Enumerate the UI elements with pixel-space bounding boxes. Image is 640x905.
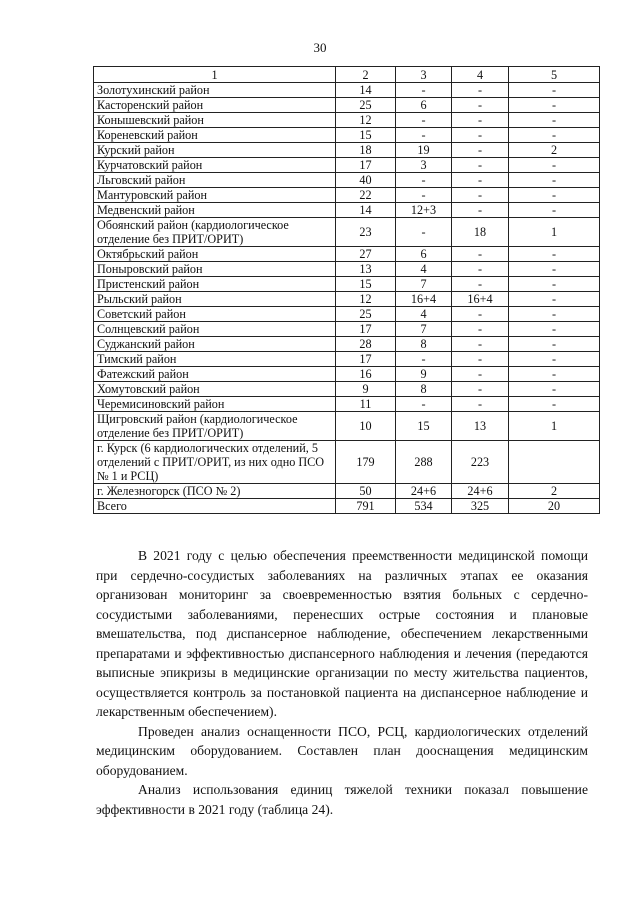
district-name-cell: Медвенский район [94, 203, 336, 218]
column-header: 4 [452, 67, 509, 83]
table-row [94, 484, 600, 499]
value-cell: 16+4 [396, 292, 452, 307]
value-cell: 1 [509, 412, 600, 441]
district-name-cell: Обоянский район (кардиологическое отделение без ПРИТ/ОРИТ) [94, 218, 336, 247]
value-cell: 12 [336, 292, 396, 307]
value-cell: 15 [336, 128, 396, 143]
value-cell: 17 [336, 158, 396, 173]
column-header: 3 [396, 67, 452, 83]
value-cell: 16+4 [452, 292, 509, 307]
value-cell: - [509, 128, 600, 143]
column-header: 5 [509, 67, 600, 83]
value-cell: 22 [336, 188, 396, 203]
value-cell: - [396, 218, 452, 247]
table-row [94, 277, 600, 292]
value-cell: - [452, 397, 509, 412]
table-row [94, 322, 600, 337]
value-cell: 25 [336, 98, 396, 113]
district-name-cell: Льговский район [94, 173, 336, 188]
value-cell: 23 [336, 218, 396, 247]
value-cell: - [396, 352, 452, 367]
table-row [94, 307, 600, 322]
value-cell: - [396, 397, 452, 412]
value-cell: - [509, 247, 600, 262]
paragraph: Анализ использования единиц тяжелой техники показал повышение эффективности в 2021 году (таблица 24). [96, 782, 588, 817]
value-cell: - [509, 322, 600, 337]
body-text [96, 546, 588, 819]
value-cell: 1 [509, 218, 600, 247]
district-name-cell: Черемисиновский район [94, 397, 336, 412]
district-name-cell: Солнцевский район [94, 322, 336, 337]
district-name-cell: Рыльский район [94, 292, 336, 307]
district-name-cell: Хомутовский район [94, 382, 336, 397]
value-cell: - [452, 173, 509, 188]
value-cell: - [509, 397, 600, 412]
value-cell: 7 [396, 322, 452, 337]
table-row [94, 98, 600, 113]
table-row [94, 367, 600, 382]
value-cell: 20 [509, 499, 600, 514]
table-row [94, 143, 600, 158]
value-cell: 27 [336, 247, 396, 262]
value-cell: - [452, 98, 509, 113]
value-cell: 534 [396, 499, 452, 514]
value-cell: 179 [336, 441, 396, 484]
district-name-cell: Тимский район [94, 352, 336, 367]
value-cell: 9 [336, 382, 396, 397]
value-cell: - [396, 83, 452, 98]
value-cell: 8 [396, 337, 452, 352]
district-name-cell: Мантуровский район [94, 188, 336, 203]
value-cell: 15 [336, 277, 396, 292]
district-name-cell: г. Курск (6 кардиологических отделений, 5 отделений с ПРИТ/ОРИТ, из них одно ПСО № 1 и РСЦ) [94, 441, 336, 484]
value-cell: 18 [452, 218, 509, 247]
value-cell: 14 [336, 83, 396, 98]
value-cell: 25 [336, 307, 396, 322]
value-cell: 12 [336, 113, 396, 128]
value-cell: - [452, 367, 509, 382]
value-cell: 12+3 [396, 203, 452, 218]
value-cell: - [452, 262, 509, 277]
value-cell: - [452, 277, 509, 292]
value-cell: - [396, 188, 452, 203]
table-row [94, 247, 600, 262]
value-cell: 7 [396, 277, 452, 292]
table-row [94, 113, 600, 128]
value-cell: 19 [396, 143, 452, 158]
value-cell: 8 [396, 382, 452, 397]
value-cell: 10 [336, 412, 396, 441]
value-cell: 3 [396, 158, 452, 173]
table-row [94, 382, 600, 397]
value-cell: - [509, 158, 600, 173]
value-cell: 18 [336, 143, 396, 158]
district-name-cell: Октябрьский район [94, 247, 336, 262]
table-row [94, 203, 600, 218]
value-cell: - [509, 203, 600, 218]
value-cell: 13 [452, 412, 509, 441]
table-row [94, 158, 600, 173]
value-cell: 6 [396, 247, 452, 262]
value-cell: - [509, 83, 600, 98]
value-cell: - [452, 188, 509, 203]
value-cell: - [396, 113, 452, 128]
table-row [94, 83, 600, 98]
district-name-cell: Курский район [94, 143, 336, 158]
value-cell: 14 [336, 203, 396, 218]
page-number: 30 [313, 40, 327, 55]
value-cell: 24+6 [452, 484, 509, 499]
table-body [94, 83, 600, 514]
table-row [94, 352, 600, 367]
value-cell: 28 [336, 337, 396, 352]
value-cell: 40 [336, 173, 396, 188]
district-name-cell: г. Железногорск (ПСО № 2) [94, 484, 336, 499]
value-cell: 4 [396, 262, 452, 277]
district-name-cell: Советский район [94, 307, 336, 322]
district-name-cell: Поныровский район [94, 262, 336, 277]
table-row [94, 218, 600, 247]
table-header-row [94, 67, 600, 83]
value-cell [509, 441, 600, 484]
value-cell: 13 [336, 262, 396, 277]
paragraph: В 2021 году с целью обеспечения преемственности медицинской помощи при сердечно-сосудистых заболеваниях на различных этапах ее оказания организован мониторинг за своевременностью взятия больных с сердечно-сосудистыми заболеваниями, перенесших острые состояния и плановые вмешательства, под диспансерное наблюдение, обеспечением лекарственными препаратами и эффективностью диспансерного наблюдения и лечения (передаются выписные эпикризы в медицинские организации по месту жительства пациентов, осуществляется контроль за постановкой пациента на диспансерное наблюдение и лекарственным обеспечением). [96, 548, 588, 719]
column-header: 2 [336, 67, 396, 83]
table-row [94, 173, 600, 188]
table-row [94, 188, 600, 203]
value-cell: - [452, 382, 509, 397]
value-cell: - [452, 322, 509, 337]
district-name-cell: Конышевский район [94, 113, 336, 128]
value-cell: 17 [336, 322, 396, 337]
value-cell: - [509, 382, 600, 397]
value-cell: - [396, 128, 452, 143]
value-cell: - [452, 113, 509, 128]
district-name-cell: Пристенский район [94, 277, 336, 292]
column-header: 1 [94, 67, 336, 83]
value-cell: - [509, 98, 600, 113]
district-name-cell: Щигровский район (кардиологическое отделение без ПРИТ/ОРИТ) [94, 412, 336, 441]
value-cell: - [452, 143, 509, 158]
district-name-cell: Суджанский район [94, 337, 336, 352]
value-cell: - [509, 262, 600, 277]
district-name-cell: Касторенский район [94, 98, 336, 113]
district-name-cell: Фатежский район [94, 367, 336, 382]
value-cell: 791 [336, 499, 396, 514]
value-cell: - [509, 277, 600, 292]
value-cell: 50 [336, 484, 396, 499]
value-cell: 17 [336, 352, 396, 367]
value-cell: - [452, 307, 509, 322]
value-cell: 15 [396, 412, 452, 441]
value-cell: - [452, 83, 509, 98]
district-name-cell: Всего [94, 499, 336, 514]
table-row [94, 412, 600, 441]
value-cell: - [509, 352, 600, 367]
value-cell: 2 [509, 484, 600, 499]
value-cell: - [509, 113, 600, 128]
table-row [94, 397, 600, 412]
value-cell: 325 [452, 499, 509, 514]
table-row [94, 128, 600, 143]
table-row [94, 499, 600, 514]
value-cell: 24+6 [396, 484, 452, 499]
value-cell: 9 [396, 367, 452, 382]
value-cell: - [452, 352, 509, 367]
district-name-cell: Кореневский район [94, 128, 336, 143]
value-cell: 11 [336, 397, 396, 412]
value-cell: - [509, 188, 600, 203]
value-cell: 4 [396, 307, 452, 322]
district-name-cell: Курчатовский район [94, 158, 336, 173]
table-row [94, 292, 600, 307]
value-cell: - [509, 367, 600, 382]
value-cell: 6 [396, 98, 452, 113]
district-name-cell: Золотухинский район [94, 83, 336, 98]
table-row [94, 441, 600, 484]
value-cell: - [452, 337, 509, 352]
value-cell: - [396, 173, 452, 188]
value-cell: - [452, 203, 509, 218]
value-cell: 223 [452, 441, 509, 484]
value-cell: - [452, 128, 509, 143]
value-cell: - [509, 337, 600, 352]
table-row [94, 337, 600, 352]
table-row [94, 262, 600, 277]
value-cell: - [509, 307, 600, 322]
value-cell: - [452, 247, 509, 262]
value-cell: - [509, 173, 600, 188]
value-cell: - [452, 158, 509, 173]
value-cell: 16 [336, 367, 396, 382]
value-cell: - [509, 292, 600, 307]
value-cell: 288 [396, 441, 452, 484]
hospital-beds-table [93, 66, 600, 514]
value-cell: 2 [509, 143, 600, 158]
paragraph: Проведен анализ оснащенности ПСО, РСЦ, кардиологических отделений медицинским оборудованием. Составлен план дооснащения медицинским оборудованием. [96, 723, 588, 778]
